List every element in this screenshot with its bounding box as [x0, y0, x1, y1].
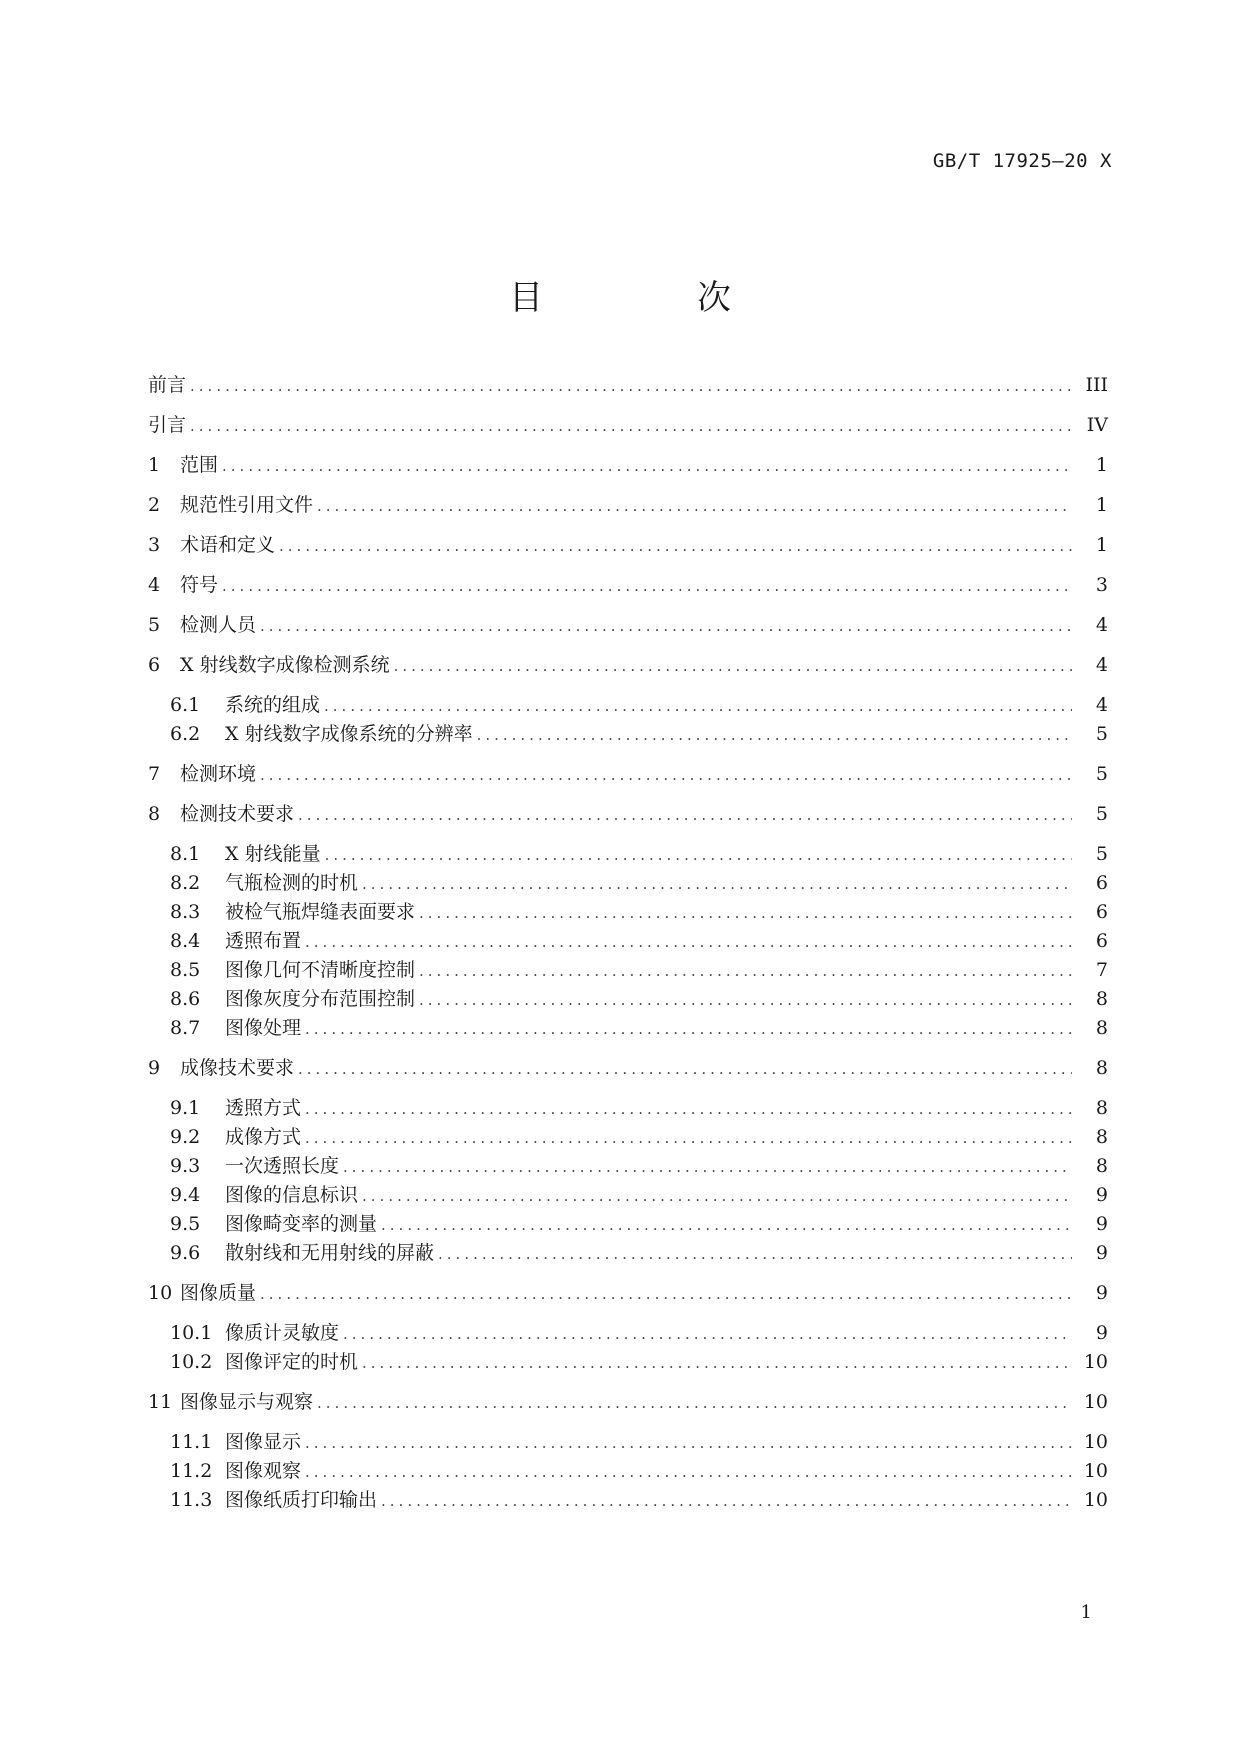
dot-leader	[305, 1100, 1072, 1118]
toc-entry-label: 范围	[180, 454, 219, 476]
toc-entry[interactable]	[170, 1238, 1108, 1268]
toc-entry-page: IV	[1086, 414, 1108, 436]
toc-entry-label: 图像的信息标识	[225, 1184, 359, 1206]
toc-entry-number: 10.1	[170, 1322, 213, 1344]
dot-leader	[260, 1285, 1072, 1303]
toc-entry-number: 8.3	[170, 901, 201, 923]
toc-entry-number: 11.3	[170, 1489, 213, 1511]
toc-entry[interactable]	[170, 1151, 1108, 1181]
toc-entry[interactable]	[148, 1053, 1108, 1083]
toc-entry-label: X 射线数字成像检测系统	[180, 654, 390, 676]
toc-entry-number: 8.5	[170, 959, 201, 981]
toc-entry[interactable]	[170, 1180, 1108, 1210]
dot-leader	[362, 1354, 1072, 1372]
toc-entry-label: 透照方式	[225, 1097, 302, 1119]
dot-leader	[260, 617, 1072, 635]
dot-leader	[317, 497, 1072, 515]
toc-entry[interactable]	[170, 955, 1108, 985]
toc-entry-label: 图像显示	[225, 1431, 302, 1453]
toc-entry-label: 图像纸质打印输出	[225, 1489, 378, 1511]
toc-entry-page: 5	[1095, 763, 1108, 785]
dot-leader	[305, 1129, 1072, 1147]
toc-entry-number: 10	[148, 1282, 173, 1304]
dot-leader	[419, 904, 1072, 922]
toc-entry[interactable]	[148, 1387, 1108, 1417]
toc-entry-label: 检测人员	[180, 614, 257, 636]
toc-entry[interactable]	[148, 1278, 1108, 1308]
dot-leader	[394, 657, 1072, 675]
document-code: GB/T 17925—20 X	[932, 150, 1112, 172]
toc-entry-page: 8	[1095, 1155, 1108, 1177]
toc-entry-number: 9.3	[170, 1155, 201, 1177]
toc-entry-label: 图像畸变率的测量	[225, 1213, 378, 1235]
toc-entry-label: 被检气瓶焊缝表面要求	[225, 901, 416, 923]
toc-entry-label: 图像显示与观察	[180, 1391, 314, 1413]
toc-entry-number: 6.1	[170, 694, 201, 716]
toc-entry[interactable]	[148, 610, 1108, 640]
dot-leader	[324, 697, 1072, 715]
toc-entry-page: 7	[1095, 959, 1108, 981]
dot-leader	[325, 846, 1072, 864]
toc-entry-page: 6	[1095, 901, 1108, 923]
toc-entry[interactable]	[170, 1093, 1108, 1123]
toc-entry-number: 11	[148, 1391, 173, 1413]
toc-entry-number: 5	[148, 614, 161, 636]
toc-entry[interactable]	[170, 839, 1108, 869]
toc-entry-page: 8	[1095, 1126, 1108, 1148]
toc-entry[interactable]	[148, 650, 1108, 680]
toc-entry-number: 8.6	[170, 988, 201, 1010]
toc-entry-number: 9.1	[170, 1097, 201, 1119]
dot-leader	[190, 417, 1072, 435]
toc-entry-page: 1	[1095, 534, 1108, 556]
dot-leader	[438, 1245, 1072, 1263]
toc-entry-page: 4	[1095, 614, 1108, 636]
dot-leader	[298, 1060, 1072, 1078]
toc-entry-label: 成像技术要求	[180, 1057, 295, 1079]
dot-leader	[305, 933, 1072, 951]
toc-entry-page: 10	[1083, 1351, 1108, 1373]
toc-entry-page: 4	[1095, 694, 1108, 716]
toc-entry-page: 3	[1095, 574, 1108, 596]
toc-entry[interactable]	[170, 984, 1108, 1014]
toc-entry[interactable]	[170, 719, 1108, 749]
dot-leader	[343, 1325, 1072, 1343]
dot-leader	[381, 1492, 1072, 1510]
toc-entry-number: 8.1	[170, 843, 201, 865]
dot-leader	[222, 457, 1072, 475]
toc-entry[interactable]	[148, 570, 1108, 600]
toc-entry-number: 6.2	[170, 723, 201, 745]
page-title: 目 次	[509, 278, 791, 318]
toc-entry[interactable]	[148, 530, 1108, 560]
toc-entry-number: 1	[148, 454, 161, 476]
toc-entry[interactable]	[148, 410, 1108, 440]
dot-leader	[305, 1434, 1072, 1452]
toc-entry-number: 9.4	[170, 1184, 201, 1206]
toc-entry[interactable]	[170, 868, 1108, 898]
toc-entry[interactable]	[148, 799, 1108, 829]
toc-entry-label: 气瓶检测的时机	[225, 872, 359, 894]
toc-entry[interactable]	[148, 450, 1108, 480]
toc-entry-label: 一次透照长度	[225, 1155, 340, 1177]
toc-entry-label: 检测技术要求	[180, 803, 295, 825]
toc-entry-page: 10	[1083, 1431, 1108, 1453]
dot-leader	[477, 726, 1072, 744]
dot-leader	[343, 1158, 1072, 1176]
toc-entry-number: 10.2	[170, 1351, 213, 1373]
toc-entry[interactable]	[170, 690, 1108, 720]
toc-entry-label: X 射线能量	[225, 843, 321, 865]
toc-entry-page: 4	[1095, 654, 1108, 676]
dot-leader	[305, 1020, 1072, 1038]
toc-entry-label: 图像观察	[225, 1460, 302, 1482]
toc-entry[interactable]	[170, 1122, 1108, 1152]
toc-entry-label: 图像质量	[180, 1282, 257, 1304]
toc-entry-page: 1	[1095, 454, 1108, 476]
toc-entry-page: 8	[1095, 988, 1108, 1010]
toc-entry-label: 规范性引用文件	[180, 494, 314, 516]
toc-entry-page: 8	[1095, 1057, 1108, 1079]
toc-entry-page: 9	[1095, 1184, 1108, 1206]
toc-entry-page: III	[1085, 374, 1108, 396]
toc-entry-page: 10	[1083, 1460, 1108, 1482]
toc-entry[interactable]	[170, 1318, 1108, 1348]
toc-entry-page: 1	[1095, 494, 1108, 516]
toc-entry[interactable]	[170, 1456, 1108, 1486]
toc-entry-label: 散射线和无用射线的屏蔽	[225, 1242, 435, 1264]
toc-entry[interactable]	[148, 490, 1108, 520]
toc-entry-page: 9	[1095, 1242, 1108, 1264]
dot-leader	[419, 991, 1072, 1009]
toc-entry[interactable]	[148, 370, 1108, 400]
page-number: 1	[1080, 1602, 1092, 1623]
toc-entry[interactable]	[170, 1427, 1108, 1457]
toc-entry-label: 成像方式	[225, 1126, 302, 1148]
toc-entry-page: 10	[1083, 1489, 1108, 1511]
toc-entry-page: 5	[1095, 843, 1108, 865]
dot-leader	[317, 1394, 1072, 1412]
toc-entry-number: 8.2	[170, 872, 201, 894]
dot-leader	[298, 806, 1072, 824]
dot-leader	[305, 1463, 1072, 1481]
toc-entry-number: 9.2	[170, 1126, 201, 1148]
toc-entry[interactable]	[148, 759, 1108, 789]
toc-entry-number: 9	[148, 1057, 161, 1079]
toc-entry-label: 术语和定义	[180, 534, 276, 556]
toc-entry-page: 9	[1095, 1282, 1108, 1304]
toc-entry-page: 8	[1095, 1017, 1108, 1039]
toc-entry-label: 图像灰度分布范围控制	[225, 988, 416, 1010]
toc-entry-number: 11.2	[170, 1460, 213, 1482]
toc-entry[interactable]	[170, 1209, 1108, 1239]
toc-entry-page: 5	[1095, 803, 1108, 825]
toc-entry-page: 5	[1095, 723, 1108, 745]
toc-entry-label: 图像几何不清晰度控制	[225, 959, 416, 981]
toc-entry-number: 11.1	[170, 1431, 213, 1453]
dot-leader	[381, 1216, 1072, 1234]
dot-leader	[279, 537, 1072, 555]
toc-entry-number: 8.7	[170, 1017, 201, 1039]
toc-entry-label: 引言	[148, 414, 187, 436]
toc-entry-label: 透照布置	[225, 930, 302, 952]
dot-leader	[362, 875, 1072, 893]
toc-entry-number: 3	[148, 534, 161, 556]
toc-entry-number: 4	[148, 574, 161, 596]
toc-entry-number: 8.4	[170, 930, 201, 952]
toc-entry-label: 符号	[180, 574, 219, 596]
dot-leader	[190, 377, 1072, 395]
toc-entry-number: 2	[148, 494, 161, 516]
toc-entry[interactable]	[170, 897, 1108, 927]
toc-entry-label: X 射线数字成像系统的分辨率	[225, 723, 473, 745]
toc-entry[interactable]	[170, 1485, 1108, 1515]
toc-entry-label: 系统的组成	[225, 694, 321, 716]
toc-entry-label: 图像评定的时机	[225, 1351, 359, 1373]
toc-entry-number: 8	[148, 803, 161, 825]
toc-entry[interactable]	[170, 1347, 1108, 1377]
toc-entry-page: 6	[1095, 872, 1108, 894]
toc-entry-page: 9	[1095, 1213, 1108, 1235]
toc-entry-label: 图像处理	[225, 1017, 302, 1039]
toc-entry-label: 前言	[148, 374, 187, 396]
toc-entry-label: 检测环境	[180, 763, 257, 785]
dot-leader	[362, 1187, 1072, 1205]
toc-entry-number: 6	[148, 654, 161, 676]
dot-leader	[419, 962, 1072, 980]
toc-entry-number: 7	[148, 763, 161, 785]
toc-entry-page: 10	[1083, 1391, 1108, 1413]
toc-entry-page: 8	[1095, 1097, 1108, 1119]
toc-entry-number: 9.5	[170, 1213, 201, 1235]
toc-entry[interactable]	[170, 1013, 1108, 1043]
toc-entry-number: 9.6	[170, 1242, 201, 1264]
dot-leader	[222, 577, 1072, 595]
toc-entry[interactable]	[170, 926, 1108, 956]
toc-entry-page: 9	[1095, 1322, 1108, 1344]
toc-entry-page: 6	[1095, 930, 1108, 952]
dot-leader	[260, 766, 1072, 784]
toc-entry-label: 像质计灵敏度	[225, 1322, 340, 1344]
